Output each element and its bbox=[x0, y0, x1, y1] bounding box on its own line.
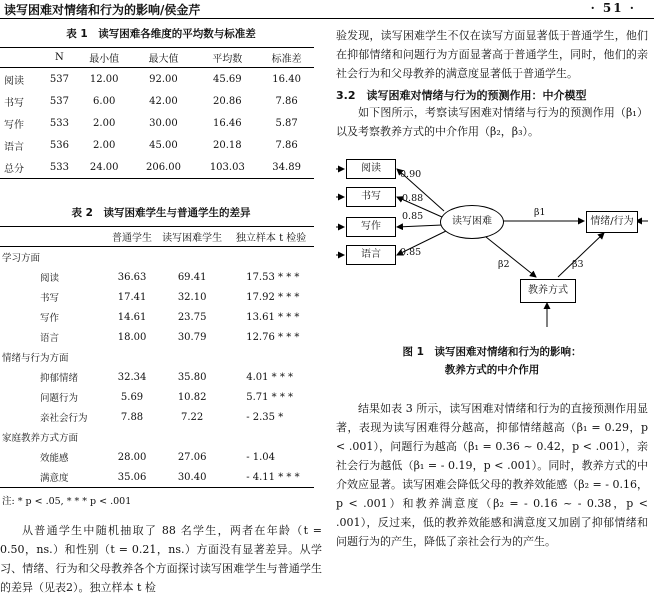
table1-col-header: 平均数 bbox=[195, 48, 259, 68]
table-cell: 问题行为 bbox=[40, 393, 79, 404]
page-number: · 51 · bbox=[590, 1, 636, 15]
path-b2 bbox=[486, 237, 536, 277]
table2-header-row bbox=[0, 227, 314, 247]
right-column bbox=[336, 26, 648, 551]
table-cell: 16.46 bbox=[212, 117, 242, 129]
table-cell: 抑郁情绪 bbox=[40, 373, 79, 384]
table1-col-header: N bbox=[42, 48, 77, 68]
table-cell: 写作 bbox=[4, 119, 24, 131]
table-cell: 206.00 bbox=[132, 156, 196, 179]
table-cell: 27.06 bbox=[177, 451, 207, 463]
table-cell: 23.75 bbox=[177, 311, 207, 323]
table-cell: 69.41 bbox=[177, 271, 207, 283]
right-body-paragraph-2: 结果如表 3 所示，读写困难对情绪和行为的直接预测作用显著，表现为读写困难得分越高，抑郁情绪越高（β₁ = 0.29，p < .001），问题行为越高（β₁ = 0.36 ~ 0.42，p < .001），亲社会行为越低（β₁ = - 0.19，p < .001）。同时，教养方式的中介效应显著。读写困难会降低父母的教养效能感（β₂ = - 0.16，p < .001）和教养满意度（β₂ = - 0.16 ~ - 0.38，p < .001），反过来，低的教养效能感和满意度又加剧了抑郁情绪和问题行为的产生，降低了亲社会行为的产生。 bbox=[336, 402, 648, 548]
table-cell: - 4.11 * * * bbox=[228, 467, 314, 488]
table-cell: 13.61 * * * bbox=[246, 311, 300, 323]
table-cell: 92.00 bbox=[149, 73, 178, 85]
table-row bbox=[0, 367, 314, 387]
table-cell: 阅读 bbox=[4, 75, 24, 87]
table-cell: 2.00 bbox=[93, 117, 116, 129]
table1 bbox=[0, 47, 314, 179]
table-cell: 书写 bbox=[40, 293, 60, 304]
header-rule bbox=[0, 18, 654, 19]
table-row bbox=[0, 287, 314, 307]
table-row bbox=[0, 327, 314, 347]
table-cell: 17.53 * * * bbox=[246, 271, 300, 283]
table-group-row bbox=[0, 247, 314, 268]
table-cell: 语言 bbox=[4, 141, 24, 153]
table-row bbox=[0, 156, 314, 179]
section-intro-paragraph: 如下图所示，考察读写困难对情绪与行为的预测作用（β₁）以及考察教养方式的中介作用（β₂，β₃）。 bbox=[336, 106, 648, 138]
table2-group-label: 学习方面 bbox=[2, 253, 41, 264]
table-row bbox=[0, 267, 314, 287]
table-row bbox=[0, 134, 314, 156]
loading-arrow-composition bbox=[397, 225, 442, 227]
table2 bbox=[0, 226, 314, 488]
table2-group-label: 情绪与行为方面 bbox=[2, 353, 69, 364]
table-cell: 2.00 bbox=[93, 139, 116, 151]
table-cell: 42.00 bbox=[149, 95, 178, 107]
table-cell: 20.18 bbox=[212, 139, 242, 151]
table-cell: 7.88 bbox=[120, 411, 144, 423]
table1-header-row bbox=[0, 48, 314, 68]
figure-caption-line: 教养方式的中介作用 bbox=[444, 364, 540, 376]
table-cell: 16.40 bbox=[272, 73, 301, 85]
table-cell: 36.63 bbox=[117, 271, 147, 283]
table-cell: 537 bbox=[49, 73, 69, 85]
table-cell: 35.80 bbox=[177, 371, 207, 383]
table-cell: 35.06 bbox=[108, 467, 156, 488]
outcome-box: 情绪/行为 bbox=[586, 211, 638, 233]
table2-note: 注: * p < .05, * * * p < .001 bbox=[2, 496, 132, 507]
table2-col-header bbox=[0, 227, 108, 247]
table-cell: 20.86 bbox=[212, 95, 242, 107]
right-body-paragraph-1: 验发现，读写困难学生不仅在读写方面显著低于普通学生，他们在抑郁情绪和问题行为方面显著高于普通学生，同时，他们的亲社会行为和父母教养的满意度显著低于普通学生。 bbox=[336, 29, 648, 80]
table-cell: 7.86 bbox=[275, 95, 298, 107]
table-cell: 32.34 bbox=[117, 371, 147, 383]
table-cell: 14.61 bbox=[117, 311, 147, 323]
table-cell: 45.69 bbox=[212, 73, 242, 85]
table-cell: 533 bbox=[49, 117, 69, 129]
table-cell: 537 bbox=[49, 95, 69, 107]
table1-col-header: 最大值 bbox=[132, 48, 196, 68]
table2-group-label: 家庭教养方式方面 bbox=[2, 433, 79, 444]
path-label-b2: β2 bbox=[498, 259, 510, 270]
loading-value: 0.85 bbox=[402, 211, 424, 222]
table-cell: 7.22 bbox=[181, 411, 204, 423]
table2-col-header: 读写困难学生 bbox=[156, 227, 228, 247]
table-cell: 28.00 bbox=[117, 451, 147, 463]
indicator-box-composition: 写作 bbox=[346, 217, 396, 237]
table1-caption: 表 1 读写困难各维度的平均数与标准差 bbox=[66, 28, 256, 40]
table-cell: 4.01 * * * bbox=[246, 371, 294, 383]
table-row bbox=[0, 90, 314, 112]
table-cell: 写作 bbox=[40, 313, 60, 324]
table-group-row bbox=[0, 347, 314, 367]
table-cell: 30.00 bbox=[149, 117, 178, 129]
table-row bbox=[0, 467, 314, 488]
table-cell: 总分 bbox=[0, 156, 42, 179]
indicator-box-language: 语言 bbox=[346, 245, 396, 265]
path-label-b3: β3 bbox=[572, 259, 584, 270]
table-row bbox=[0, 447, 314, 467]
table-cell: 18.00 bbox=[117, 331, 147, 343]
mediator-box: 教养方式 bbox=[520, 279, 576, 303]
table-row bbox=[0, 112, 314, 134]
latent-ellipse: 读写困难 bbox=[440, 205, 504, 239]
table2-col-header: 独立样本 t 检验 bbox=[228, 227, 314, 247]
table-cell: 5.87 bbox=[275, 117, 298, 129]
table-row bbox=[0, 307, 314, 327]
table-cell: 533 bbox=[42, 156, 77, 179]
table1-col-header: 最小值 bbox=[77, 48, 132, 68]
path-b3 bbox=[558, 233, 604, 277]
indicator-box-reading: 阅读 bbox=[346, 159, 396, 179]
table-cell: 30.40 bbox=[156, 467, 228, 488]
table-cell: 阅读 bbox=[40, 273, 60, 284]
table-cell: 24.00 bbox=[77, 156, 132, 179]
table-group-row bbox=[0, 427, 314, 447]
table-cell: 103.03 bbox=[195, 156, 259, 179]
table1-col-header: 标准差 bbox=[259, 48, 314, 68]
table-cell: 17.92 * * * bbox=[246, 291, 300, 303]
table-row bbox=[0, 387, 314, 407]
table-cell: 12.00 bbox=[89, 73, 119, 85]
table-cell: 7.86 bbox=[275, 139, 298, 151]
table-cell: 536 bbox=[49, 139, 69, 151]
table-cell: 6.00 bbox=[93, 95, 116, 107]
loading-value: 0.90 bbox=[400, 169, 422, 180]
mediation-diagram bbox=[336, 147, 648, 337]
table-cell: 5.71 * * * bbox=[246, 391, 294, 403]
table-row bbox=[0, 68, 314, 91]
table-cell: - 2.35 * bbox=[246, 411, 284, 423]
table1-col-header bbox=[0, 48, 42, 68]
table-cell: 书写 bbox=[4, 97, 24, 109]
table-cell: 12.76 * * * bbox=[246, 331, 300, 343]
figure-caption-line: 图 1 读写困难对情绪和行为的影响： bbox=[402, 346, 582, 358]
table-cell: 5.69 bbox=[120, 391, 144, 403]
table-cell: 10.82 bbox=[177, 391, 207, 403]
table-cell: 语言 bbox=[40, 333, 60, 344]
table2-col-header: 普通学生 bbox=[108, 227, 156, 247]
table-cell: 17.41 bbox=[117, 291, 147, 303]
table-cell: 效能感 bbox=[40, 453, 69, 464]
left-column bbox=[0, 26, 322, 597]
section-heading: 3.2 读写困难对情绪与行为的预测作用：中介模型 bbox=[336, 89, 587, 102]
path-label-b1: β1 bbox=[534, 207, 546, 218]
running-title: 读写困难对情绪和行为的影响/侯金芹 bbox=[4, 3, 201, 17]
figure-caption bbox=[336, 343, 648, 379]
loading-value: 0.85 bbox=[400, 247, 422, 258]
table-cell: - 1.04 bbox=[246, 451, 276, 463]
indicator-box-writing: 书写 bbox=[346, 187, 396, 207]
page-header bbox=[0, 0, 654, 20]
table-cell: 32.10 bbox=[177, 291, 207, 303]
table-cell: 亲社会行为 bbox=[40, 413, 88, 424]
table-cell: 45.00 bbox=[149, 139, 178, 151]
table2-caption: 表 2 读写困难学生与普通学生的差异 bbox=[71, 207, 251, 219]
table-cell: 满意度 bbox=[0, 467, 108, 488]
table-cell: 34.89 bbox=[259, 156, 314, 179]
loading-value: 0.88 bbox=[402, 193, 424, 204]
left-body-paragraph: 从普通学生中随机抽取了 88 名学生，两者在年龄（t = 0.50，ns.）和性别（t = 0.21，ns.）方面没有显著差异。从学习、情绪、行为和父母教养各个方面探讨读写困难学生与普通学生的差异（见表2）。独立样本 t 检 bbox=[0, 524, 322, 594]
table-row bbox=[0, 407, 314, 427]
table-cell: 30.79 bbox=[177, 331, 207, 343]
